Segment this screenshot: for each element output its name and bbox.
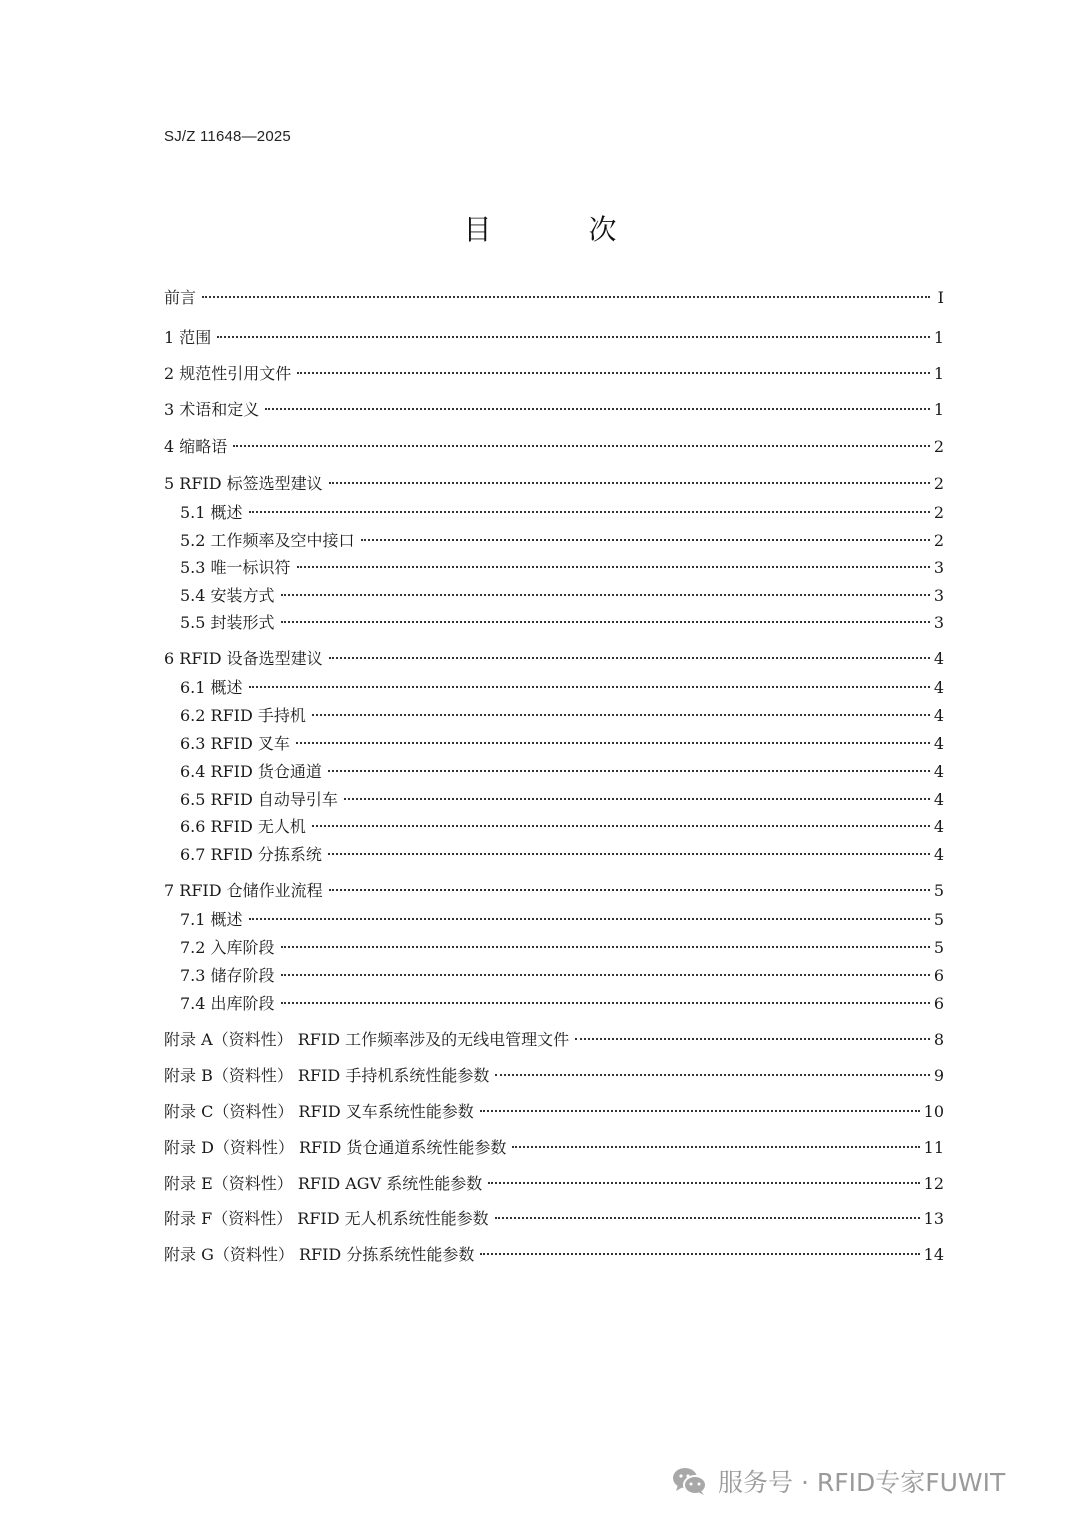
toc-entry-label: 7.2 入库阶段 xyxy=(180,938,275,957)
toc-entry-label: 3 术语和定义 xyxy=(164,400,260,419)
toc-entry[interactable] xyxy=(164,362,944,386)
toc-entry-label: 7 RFID 仓储作业流程 xyxy=(164,881,323,900)
toc-entry-label: 附录 B（资料性） RFID 手持机系统性能参数 xyxy=(164,1066,490,1085)
toc-entry-label: 6.6 RFID 无人机 xyxy=(180,817,306,836)
toc-entry[interactable] xyxy=(164,286,944,310)
toc-entry-page: 4 xyxy=(933,706,944,725)
dot-leader xyxy=(480,1110,920,1112)
dot-leader xyxy=(249,686,930,688)
dot-leader xyxy=(233,445,930,447)
toc-entry-label: 附录 C（资料性） RFID 叉车系统性能参数 xyxy=(164,1102,474,1121)
page-title: 目 次 xyxy=(463,213,661,246)
toc-entry[interactable] xyxy=(164,1172,944,1196)
toc-entry[interactable] xyxy=(180,788,944,812)
toc-entry[interactable] xyxy=(164,1207,944,1231)
toc-entry[interactable] xyxy=(164,398,944,422)
dot-leader xyxy=(328,770,930,772)
toc-entry-page: 2 xyxy=(933,503,944,522)
dot-leader xyxy=(281,621,930,623)
toc-entry[interactable] xyxy=(180,936,944,960)
toc-entry-label: 7.4 出库阶段 xyxy=(180,994,275,1013)
toc-entry-label: 4 缩略语 xyxy=(164,437,228,456)
toc-entry[interactable] xyxy=(180,815,944,839)
toc-entry-page: 4 xyxy=(933,817,944,836)
toc-entry[interactable] xyxy=(164,1136,944,1160)
dot-leader xyxy=(297,372,930,374)
dot-leader xyxy=(281,974,930,976)
toc-entry-page: 3 xyxy=(933,586,944,605)
toc-entry-label: 6.5 RFID 自动导引车 xyxy=(180,790,338,809)
toc-entry[interactable] xyxy=(180,992,944,1016)
dot-leader xyxy=(297,566,930,568)
dot-leader xyxy=(312,714,930,716)
toc-entry-page: 1 xyxy=(933,328,944,347)
doc-code: SJ/Z 11648—2025 xyxy=(164,128,291,145)
dot-leader xyxy=(575,1038,930,1040)
toc-entry-label: 6 RFID 设备选型建议 xyxy=(164,649,323,668)
toc-entry-page: 8 xyxy=(933,1030,944,1049)
toc-entry-page: I xyxy=(937,288,944,307)
toc-entry-page: 4 xyxy=(933,734,944,753)
toc-entry-page: 1 xyxy=(933,400,944,419)
dot-leader xyxy=(329,657,930,659)
toc-entry[interactable] xyxy=(164,326,944,350)
toc-entry-label: 前言 xyxy=(164,288,197,307)
dot-leader xyxy=(488,1182,919,1184)
toc-entry-label: 附录 D（资料性） RFID 货仓通道系统性能参数 xyxy=(164,1138,507,1157)
toc-entry-label: 5.2 工作频率及空中接口 xyxy=(180,531,355,550)
toc-entry-label: 7.1 概述 xyxy=(180,910,243,929)
toc-entry[interactable] xyxy=(164,1100,944,1124)
toc-entry-page: 4 xyxy=(933,678,944,697)
toc-entry[interactable] xyxy=(180,843,944,867)
toc-entry-label: 附录 A（资料性） RFID 工作频率涉及的无线电管理文件 xyxy=(164,1030,570,1049)
toc-entry-label: 6.1 概述 xyxy=(180,678,243,697)
toc-entry[interactable] xyxy=(164,1064,944,1088)
toc-entry-label: 6.3 RFID 叉车 xyxy=(180,734,290,753)
dot-leader xyxy=(281,1002,930,1004)
toc-entry[interactable] xyxy=(180,704,944,728)
toc-entry[interactable] xyxy=(180,529,944,553)
toc-entry-page: 5 xyxy=(933,881,944,900)
dot-leader xyxy=(296,742,930,744)
toc-entry[interactable] xyxy=(164,435,944,459)
toc-entry[interactable] xyxy=(180,964,944,988)
toc-entry-page: 5 xyxy=(933,938,944,957)
toc-entry-label: 6.7 RFID 分拣系统 xyxy=(180,845,322,864)
toc-entry-page: 2 xyxy=(933,531,944,550)
dot-leader xyxy=(328,853,930,855)
toc-entry-label: 5 RFID 标签选型建议 xyxy=(164,474,323,493)
toc-entry-label: 附录 F（资料性） RFID 无人机系统性能参数 xyxy=(164,1209,489,1228)
toc-entry-page: 4 xyxy=(933,762,944,781)
toc-entry[interactable] xyxy=(180,732,944,756)
toc-entry-page: 12 xyxy=(923,1174,944,1193)
dot-leader xyxy=(202,296,930,298)
toc-entry[interactable] xyxy=(164,1028,944,1052)
dot-leader xyxy=(344,798,930,800)
toc-entry[interactable] xyxy=(180,501,944,525)
toc-entry[interactable] xyxy=(180,908,944,932)
dot-leader xyxy=(217,336,930,338)
dot-leader xyxy=(495,1217,920,1219)
toc-entry[interactable] xyxy=(164,1243,944,1267)
watermark-text: 服务号 · RFID专家FUWIT xyxy=(718,1468,1006,1497)
toc-entry-page: 1 xyxy=(933,364,944,383)
toc-entry-page: 4 xyxy=(933,649,944,668)
toc-entry-page: 4 xyxy=(933,790,944,809)
toc-entry-label: 6.2 RFID 手持机 xyxy=(180,706,306,725)
toc-entry[interactable] xyxy=(164,879,944,903)
toc-entry-page: 14 xyxy=(923,1245,944,1264)
toc-entry-label: 5.1 概述 xyxy=(180,503,243,522)
toc-entry-label: 6.4 RFID 货仓通道 xyxy=(180,762,322,781)
dot-leader xyxy=(361,539,930,541)
dot-leader xyxy=(281,594,930,596)
toc-entry-page: 4 xyxy=(933,845,944,864)
toc-entry-page: 9 xyxy=(933,1066,944,1085)
toc-entry-page: 13 xyxy=(923,1209,944,1228)
dot-leader xyxy=(312,825,930,827)
toc-entry-page: 2 xyxy=(933,437,944,456)
dot-leader xyxy=(512,1146,919,1148)
toc-entry[interactable] xyxy=(164,472,944,496)
toc-entry[interactable] xyxy=(180,584,944,608)
toc-entry-page: 3 xyxy=(933,613,944,632)
dot-leader xyxy=(265,408,930,410)
toc-entry-label: 附录 G（资料性） RFID 分拣系统性能参数 xyxy=(164,1245,475,1264)
toc-entry-page: 6 xyxy=(933,994,944,1013)
toc-entry-label: 5.5 封装形式 xyxy=(180,613,275,632)
dot-leader xyxy=(495,1074,929,1076)
wechat-icon xyxy=(672,1466,708,1496)
toc-entry-page: 6 xyxy=(933,966,944,985)
toc-entry-page: 2 xyxy=(933,474,944,493)
toc-entry[interactable] xyxy=(180,611,944,635)
toc-entry-label: 5.4 安装方式 xyxy=(180,586,275,605)
dot-leader xyxy=(329,889,930,891)
toc-entry-page: 10 xyxy=(923,1102,944,1121)
toc-entry-label: 7.3 储存阶段 xyxy=(180,966,275,985)
dot-leader xyxy=(281,946,930,948)
dot-leader xyxy=(480,1253,919,1255)
watermark xyxy=(672,1463,1005,1499)
dot-leader xyxy=(329,482,930,484)
toc-entry-label: 1 范围 xyxy=(164,328,212,347)
toc-entry-page: 3 xyxy=(933,558,944,577)
toc-entry[interactable] xyxy=(180,760,944,784)
toc-entry[interactable] xyxy=(180,556,944,580)
toc-entry-page: 11 xyxy=(923,1138,944,1157)
toc-entry[interactable] xyxy=(180,676,944,700)
toc-entry-label: 5.3 唯一标识符 xyxy=(180,558,291,577)
dot-leader xyxy=(249,511,930,513)
dot-leader xyxy=(249,918,930,920)
toc-entry[interactable] xyxy=(164,647,944,671)
toc-entry-label: 2 规范性引用文件 xyxy=(164,364,292,383)
toc-entry-page: 5 xyxy=(933,910,944,929)
toc-entry-label: 附录 E（资料性） RFID AGV 系统性能参数 xyxy=(164,1174,483,1193)
